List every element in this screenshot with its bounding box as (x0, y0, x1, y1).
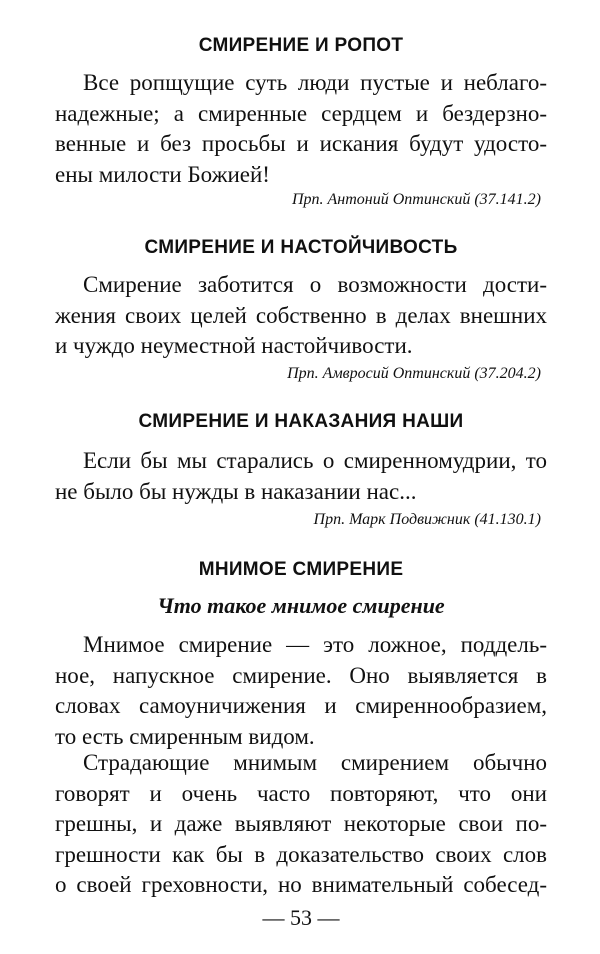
body-paragraph (55, 748, 547, 901)
text-line: и чуждо неуместной настойчивости. (55, 333, 413, 358)
section-heading: СМИРЕНИЕ И РОПОТ (198, 35, 404, 56)
section-heading: МНИМОЕ СМИРЕНИЕ (198, 559, 404, 580)
quote-attribution: Прп. Марк Подвижник (41.130.1) (313, 511, 541, 528)
quote-paragraph (55, 270, 547, 362)
section-subheading: Что такое мнимое смирение (157, 593, 445, 618)
text-line: не было бы нужды в наказании нас... (55, 478, 417, 504)
text-line: говорят и очень часто повторяют, что они (55, 780, 547, 806)
section-heading: СМИРЕНИЕ И НАСТОЙЧИВОСТЬ (144, 237, 458, 258)
text-line: надежные; а смиренные сердцем и бездерзно- (55, 100, 547, 126)
text-line: Если бы мы старались о смиренномудрии, то (83, 448, 547, 473)
text-line: ены милости Божией! (55, 161, 270, 187)
quote-paragraph (55, 446, 547, 507)
book-page (55, 0, 547, 954)
quote-paragraph (55, 68, 547, 190)
text-line: венные и без просьбы и искания будут удосто- (55, 131, 547, 156)
body-paragraph (55, 630, 547, 752)
text-line: грешны, и даже выявляют некоторые свои по- (55, 811, 547, 836)
quote-attribution: Прп. Амвросий Оптинский (37.204.2) (287, 365, 541, 382)
page-number: — 53 — (262, 905, 340, 930)
text-line: Мнимое смирение — это ложное, поддель- (83, 632, 547, 657)
text-line: о своей греховности, но внимательный собесед- (55, 872, 547, 897)
text-line: то есть смиренным видом. (55, 723, 315, 749)
text-line: Смирение заботится о возможности дости- (83, 272, 547, 297)
text-line: Все ропщущие суть люди пустые и неблаго- (83, 70, 547, 95)
text-line: жения своих целей собственно в делах внешних (55, 302, 547, 328)
quote-attribution: Прп. Антоний Оптинский (37.141.2) (291, 191, 541, 208)
text-line: грешности как бы в доказательство своих слов (55, 841, 547, 867)
text-line: ное, напускное смирение. Оно выявляется в (55, 662, 547, 688)
section-heading: СМИРЕНИЕ И НАКАЗАНИЯ НАШИ (138, 411, 464, 432)
text-line: Страдающие мнимым смирением обычно (83, 750, 547, 775)
text-line: словах самоуничижения и смиреннообразием, (55, 693, 547, 718)
